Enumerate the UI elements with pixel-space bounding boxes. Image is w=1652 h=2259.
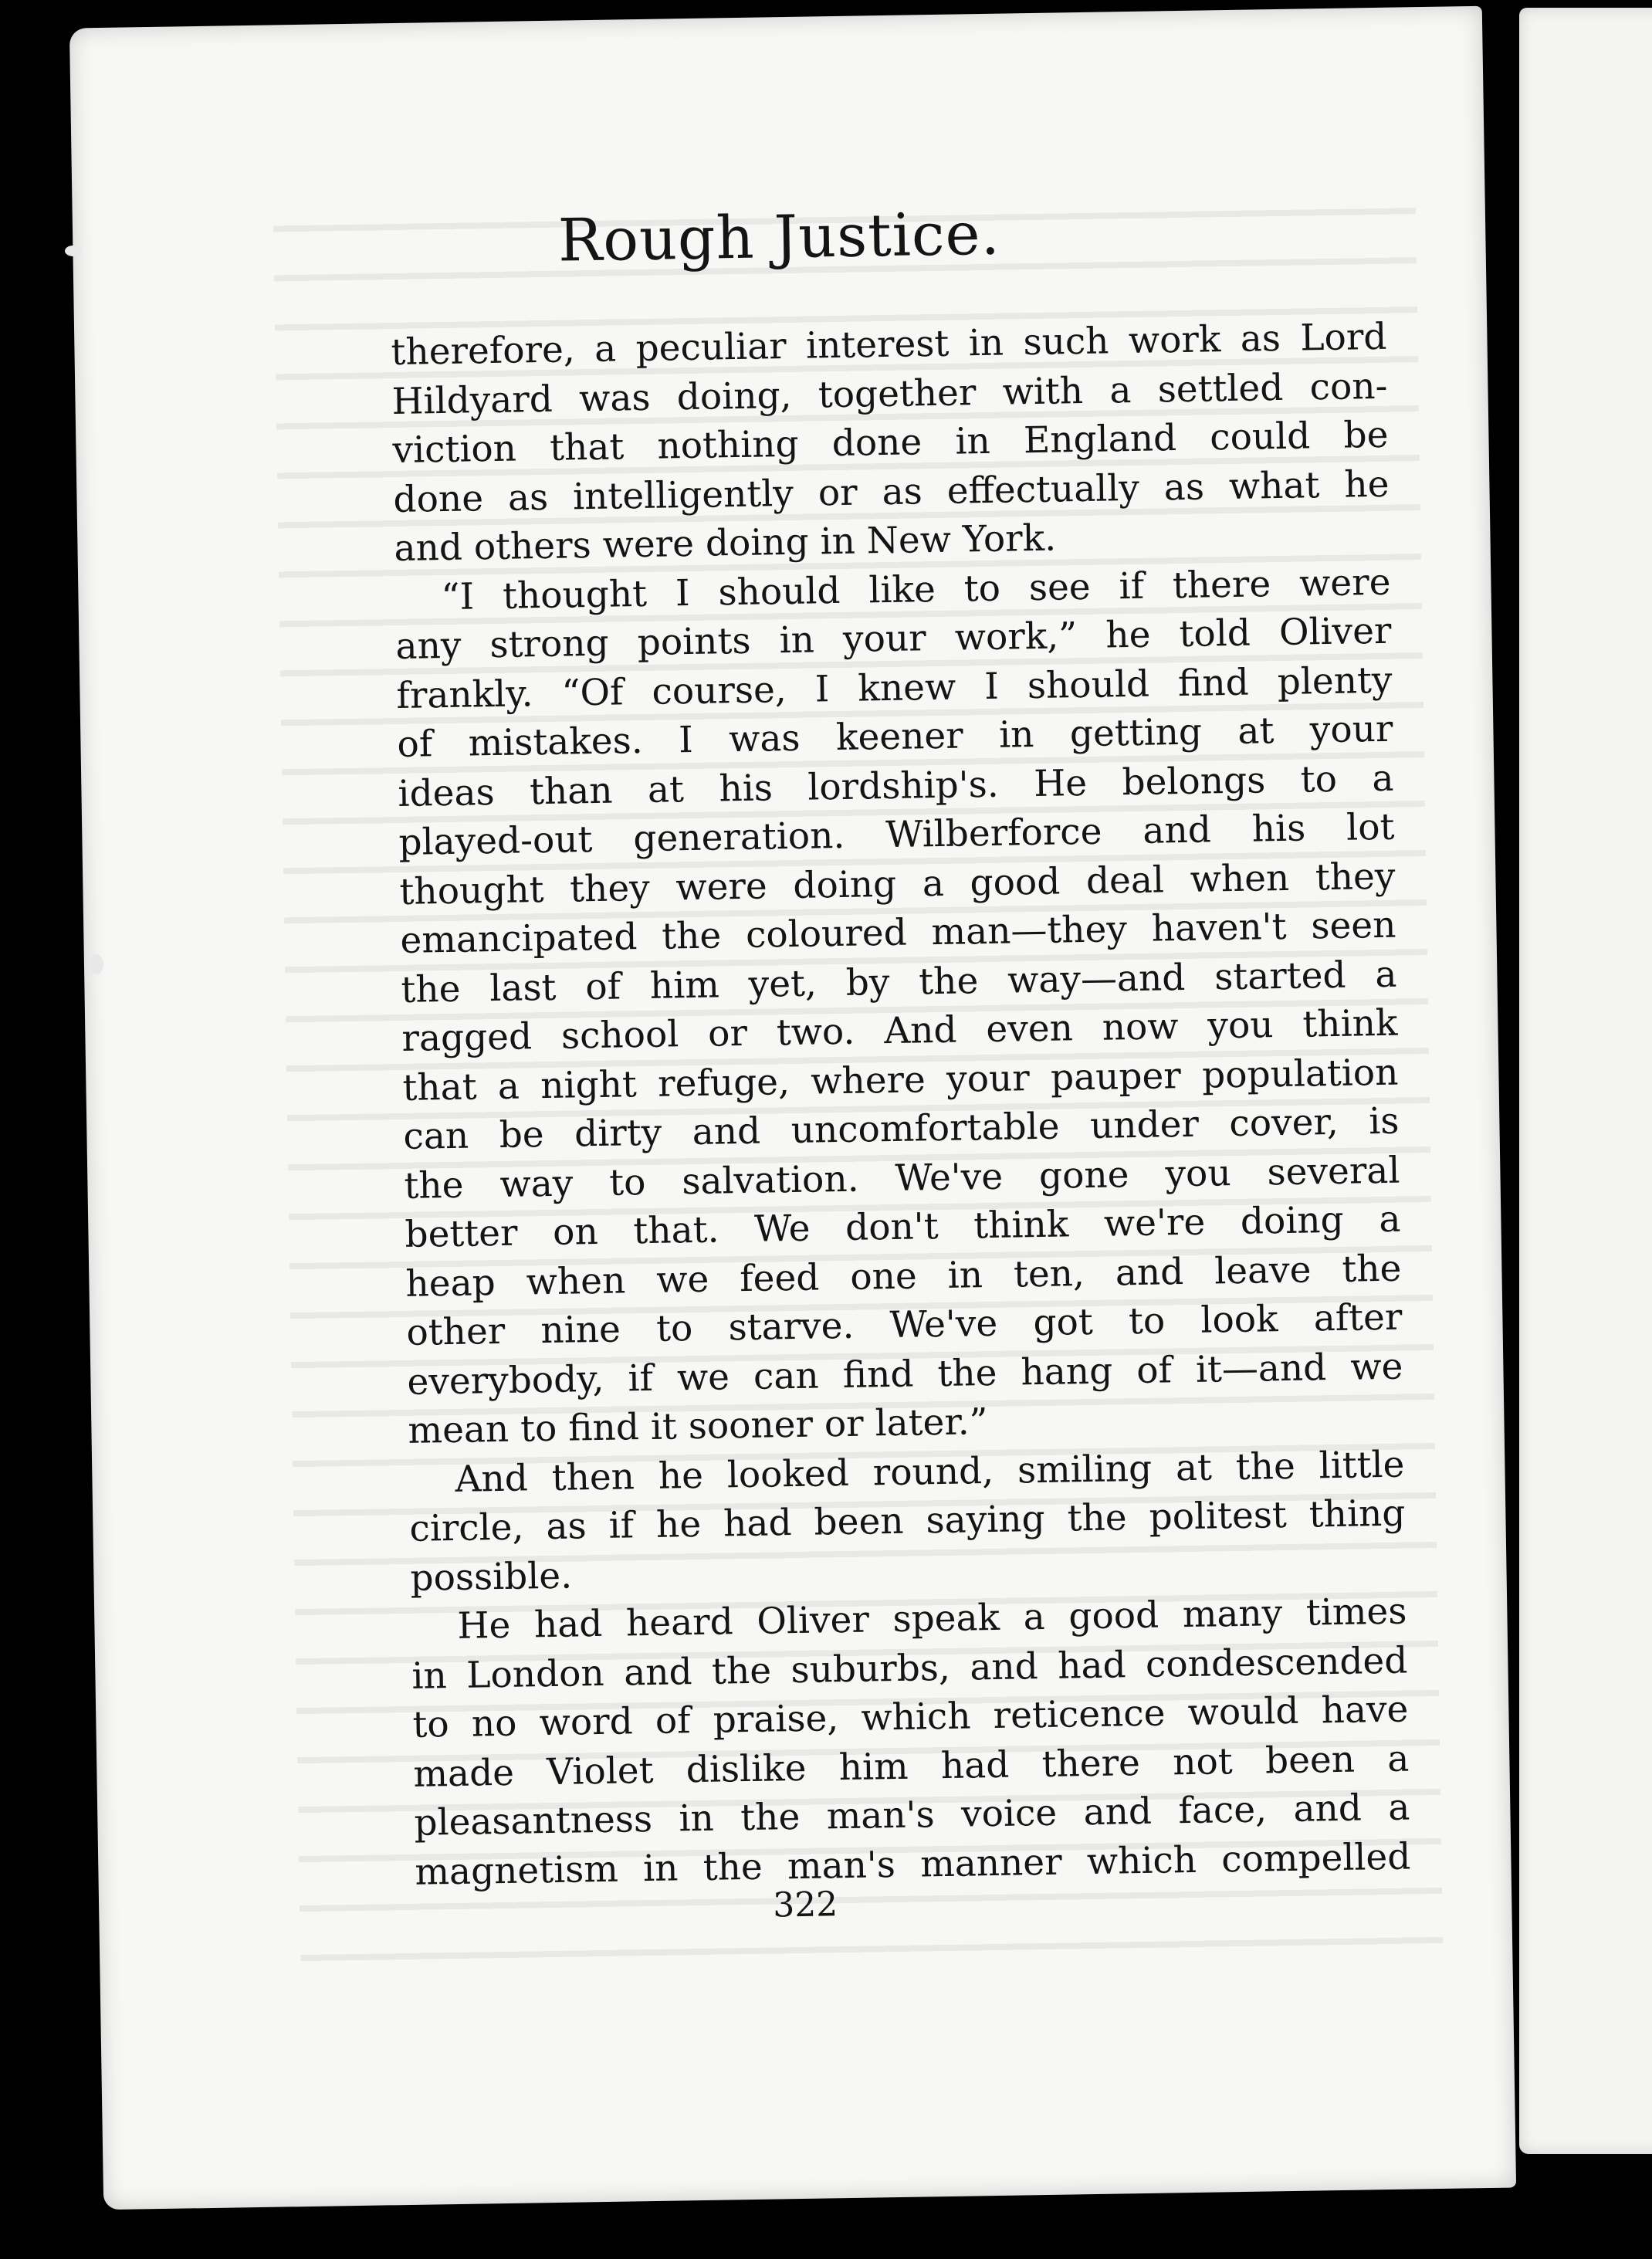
text-line: viction that nothing done in England could be xyxy=(392,413,1389,472)
text-line: to no word of praise, which reticence would have xyxy=(412,1688,1409,1746)
text-line: in London and the suburbs, and had condescended xyxy=(411,1639,1408,1698)
text-line: everybody, if we can find the hang of it—and we xyxy=(407,1345,1403,1404)
text-line: can be dirty and uncomfortable under cover, is xyxy=(403,1099,1400,1158)
text-line: circle, as if he had been saying the politest thing xyxy=(409,1492,1406,1550)
text-line: and others were doing in New York. xyxy=(394,516,1057,571)
text-line: “I thought I should like to see if there were xyxy=(441,561,1391,618)
text-line: thought they were doing a good deal when they xyxy=(399,855,1396,913)
text-line: of mistakes. I was keener in getting at your xyxy=(397,707,1393,766)
text-line: emancipated the coloured man—they haven't seen xyxy=(400,903,1396,962)
text-line: better on that. We don't think we're doing a xyxy=(405,1197,1401,1256)
text-line: therefore, a peculiar interest in such work as Lord xyxy=(391,315,1387,374)
page-number: 322 xyxy=(772,1885,838,1925)
text-line: that a night refuge, where your pauper population xyxy=(402,1051,1399,1109)
text-line: heap when we feed one in ten, and leave the xyxy=(405,1247,1402,1306)
text-line: Hildyard was doing, together with a settled con- xyxy=(391,364,1388,423)
text-line: any strong points in your work,” he told Oliver xyxy=(395,609,1392,669)
text-line: frankly. “Of course, I knew I should find plenty xyxy=(396,659,1393,717)
text-line: pleasantness in the man's voice and face, and a xyxy=(414,1786,1410,1844)
adjacent-page-edge xyxy=(1519,8,1652,2154)
dust-speck xyxy=(65,246,82,256)
running-header: Rough Justice. xyxy=(557,198,1001,275)
text-line: magnetism in the man's manner which compelled xyxy=(415,1835,1411,1894)
text-line: played-out generation. Wilberforce and his lot xyxy=(398,805,1395,864)
text-line: ideas than at his lordship's. He belongs to a xyxy=(398,757,1394,815)
text-line: other nine to starve. We've got to look after xyxy=(406,1295,1403,1354)
text-line: ragged school or two. And even now you think xyxy=(401,1001,1398,1060)
text-line: He had heard Oliver speak a good many times xyxy=(457,1590,1407,1648)
text-line: done as intelligently or as effectually as what he xyxy=(393,462,1390,521)
book-page xyxy=(69,6,1516,2210)
text-line: mean to find it sooner or later.” xyxy=(408,1400,989,1452)
dust-speck xyxy=(90,954,103,974)
text-line: the way to salvation. We've gone you several xyxy=(404,1149,1400,1207)
body-text xyxy=(391,313,1411,1897)
text-line: the last of him yet, by the way—and started a xyxy=(401,953,1397,1011)
text-line: possible. xyxy=(410,1554,573,1600)
text-line: And then he looked round, smiling at the little xyxy=(455,1443,1405,1501)
text-line: made Violet dislike him had there not been a xyxy=(413,1737,1410,1796)
